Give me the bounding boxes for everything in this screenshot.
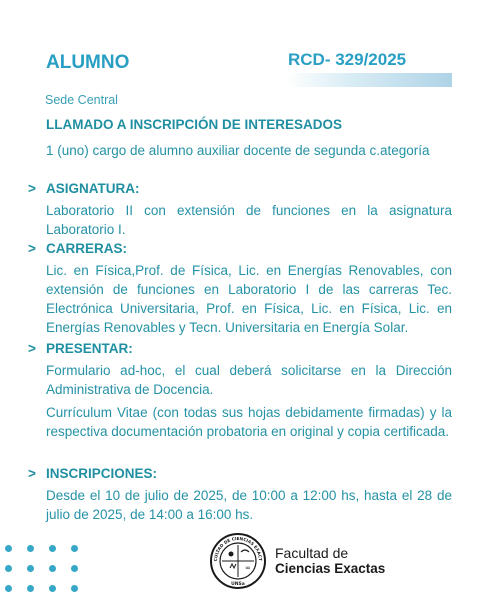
chevron-right-icon: > bbox=[28, 341, 36, 356]
section-heading-presentar bbox=[28, 341, 133, 356]
section-title: ASIGNATURA: bbox=[46, 181, 140, 196]
carreras-text: Lic. en Física,Prof. de Física, Lic. en Energías Renovables, con extensión de funciones en Laboratorio I de las carreras Tec. Electrónica Universitaria, Prof. en Física, Lic. en Física, Lic. en Energías Renovables y Tecn. Universitaria en Energía Solar. bbox=[46, 263, 452, 335]
accent-gradient-bar bbox=[286, 73, 452, 87]
dot bbox=[49, 545, 56, 552]
section-title: INSCRIPCIONES: bbox=[46, 466, 158, 481]
faculty-seal-logo bbox=[209, 532, 267, 595]
asignatura-text: Laboratorio II con extensión de funciones en la asignatura Laboratorio I. bbox=[46, 203, 452, 237]
presentar-text-1: Formulario ad-hoc, el cual deberá solicitarse en la Dirección Administrativa de Docencia. bbox=[46, 363, 452, 397]
faculty-name-line-1: Facultad de bbox=[275, 545, 349, 561]
seal-text-bottom: UNSa bbox=[231, 582, 245, 587]
section-title: CARRERAS: bbox=[46, 241, 127, 256]
dot bbox=[49, 585, 56, 592]
faculty-name bbox=[275, 546, 385, 576]
position-description: 1 (uno) cargo de alumno auxiliar docente de segunda c.ategoría bbox=[46, 143, 430, 158]
chevron-right-icon: > bbox=[28, 466, 36, 481]
section-title: PRESENTAR: bbox=[46, 341, 133, 356]
call-title: LLAMADO A INSCRIPCIÓN DE INTERESADOS bbox=[46, 117, 343, 132]
category-badge: ALUMNO bbox=[46, 52, 130, 73]
svg-text:∞: ∞ bbox=[245, 564, 251, 572]
chevron-right-icon: > bbox=[28, 241, 36, 256]
dot bbox=[27, 585, 34, 592]
dot bbox=[71, 585, 78, 592]
seal-graphic bbox=[209, 532, 267, 590]
section-heading-carreras bbox=[28, 241, 127, 256]
dot bbox=[71, 545, 78, 552]
dot bbox=[5, 585, 12, 592]
dot bbox=[27, 565, 34, 572]
seal-text-top: CULTAD DE CIENCIAS EXACT bbox=[212, 535, 264, 562]
chevron-right-icon: > bbox=[28, 181, 36, 196]
dot bbox=[49, 565, 56, 572]
dot bbox=[27, 545, 34, 552]
location-label: Sede Central bbox=[45, 93, 118, 107]
dot bbox=[71, 565, 78, 572]
section-heading-asignatura bbox=[28, 181, 140, 196]
inscripciones-text: Desde el 10 de julio de 2025, de 10:00 a 12:00 hs, hasta el 28 de julio de 2025, de 14:00 a 16:00 hs. bbox=[46, 488, 452, 522]
dot bbox=[5, 565, 12, 572]
presentar-text-2: Currículum Vitae (con todas sus hojas debidamente firmadas) y la respectiva documentación probatoria en original y copia certificada. bbox=[46, 405, 452, 439]
resolution-code: RCD- 329/2025 bbox=[288, 50, 407, 69]
faculty-name-line-2: Ciencias Exactas bbox=[275, 561, 386, 576]
section-heading-inscripciones bbox=[28, 466, 157, 481]
dot bbox=[5, 545, 12, 552]
